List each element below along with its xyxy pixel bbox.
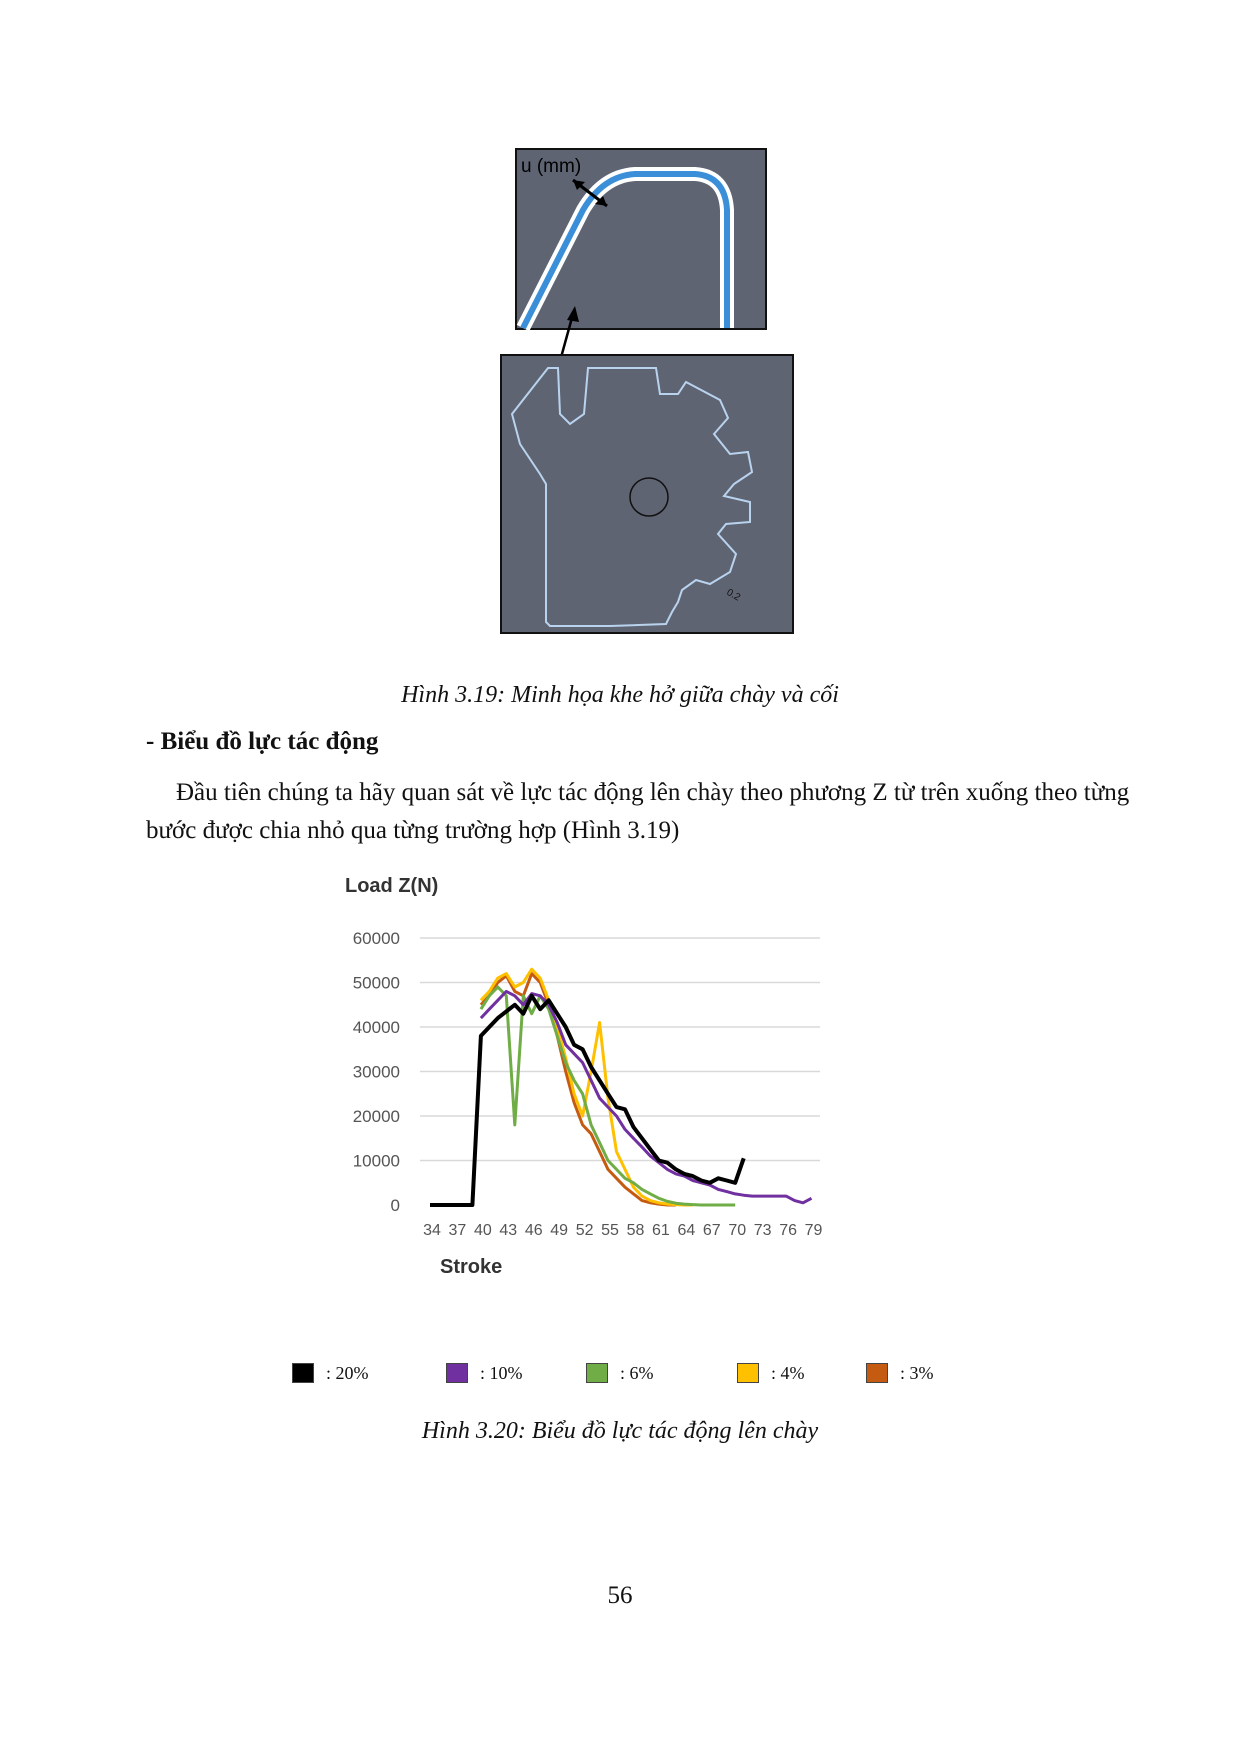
legend-swatch: [737, 1363, 759, 1383]
section-paragraph: Đầu tiên chúng ta hãy quan sát về lực tác động lên chày theo phương Z từ trên xuống theo từng bước được chia nhỏ qua từng trường hợp (Hình 3.19): [146, 779, 1130, 844]
x-tick-label: 67: [702, 1222, 721, 1239]
x-tick-label: 37: [448, 1222, 467, 1239]
figure-3-20-caption: Hình 3.20: Biểu đồ lực tác động lên chày: [421, 1418, 819, 1444]
legend-item: [737, 1360, 805, 1386]
legend-item: [586, 1360, 654, 1386]
x-tick-label: 76: [779, 1222, 797, 1239]
y-tick-label: 50000: [352, 973, 400, 993]
x-tick-label: 40: [473, 1222, 492, 1239]
x-tick-label: 43: [499, 1222, 518, 1239]
legend-label: : 10%: [480, 1362, 523, 1383]
part-mark: 0.2: [724, 587, 743, 604]
y-tick-label: 20000: [352, 1107, 400, 1126]
figure-3-19-caption: Hình 3.19: Minh họa khe hở giữa chày và cối: [401, 682, 839, 708]
x-tick-label: 55: [601, 1222, 619, 1239]
legend-label: : 4%: [771, 1362, 805, 1383]
legend-swatch: [586, 1363, 608, 1383]
x-tick-label: 34: [423, 1222, 441, 1239]
x-tick-label: 61: [652, 1222, 670, 1239]
legend-item: [866, 1360, 934, 1386]
legend-item: [292, 1360, 369, 1386]
load-stroke-chart: [330, 868, 850, 1338]
y-tick-label: 30000: [352, 1062, 400, 1082]
x-axis-label: Stroke: [440, 1256, 503, 1278]
legend-item: [446, 1360, 523, 1386]
legend-swatch: [292, 1363, 314, 1383]
legend-label: : 6%: [620, 1362, 654, 1383]
y-axis-label: Load Z(N): [345, 875, 439, 897]
legend-swatch: [866, 1363, 888, 1383]
x-tick-label: 52: [575, 1222, 594, 1239]
section-heading: - Biểu đồ lực tác động: [146, 728, 379, 755]
x-tick-label: 73: [753, 1222, 772, 1239]
clearance-callout-label: u (mm): [521, 156, 582, 177]
x-tick-label: 79: [804, 1222, 823, 1239]
gear-part-figure: [500, 354, 794, 634]
legend-swatch: [446, 1363, 468, 1383]
x-tick-label: 58: [626, 1222, 645, 1239]
y-tick-label: 60000: [352, 929, 400, 948]
x-tick-label: 49: [550, 1222, 569, 1239]
legend-label: : 20%: [326, 1362, 369, 1383]
x-tick-label: 64: [677, 1222, 696, 1239]
legend-label: : 3%: [900, 1362, 934, 1383]
page-number: 56: [607, 1582, 633, 1609]
series-line-10pct: [481, 991, 812, 1202]
y-tick-label: 0: [390, 1196, 400, 1215]
y-tick-label: 10000: [352, 1151, 400, 1171]
x-tick-label: 46: [524, 1222, 543, 1239]
x-tick-label: 70: [728, 1222, 747, 1239]
y-tick-label: 40000: [352, 1018, 400, 1037]
